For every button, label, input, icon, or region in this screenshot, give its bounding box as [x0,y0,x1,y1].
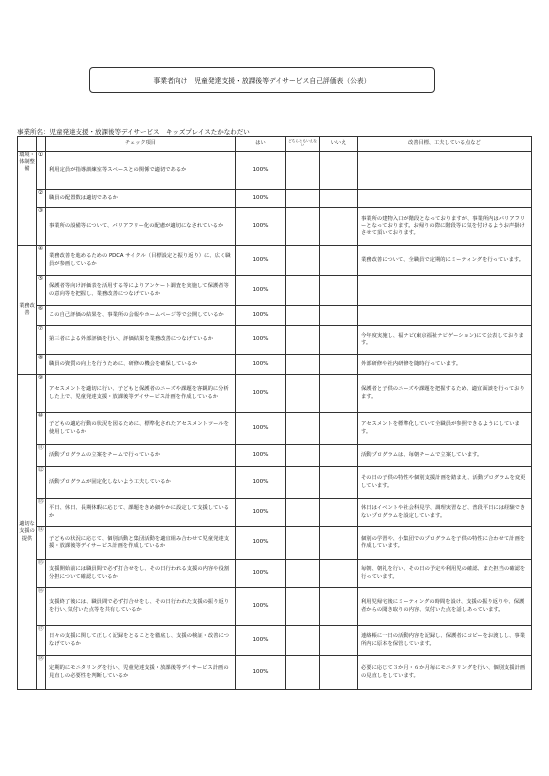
row-number: ② [37,190,46,208]
row-number: ⑨ [37,375,46,413]
improvement-note: 連絡帳に一日の活動内容を記録し、保護者にコピーをお渡しし、事業所内に原本を保管しています。 [358,626,532,656]
row-number: ⑯ [37,588,46,626]
no-cell [320,190,358,208]
check-item-text: 支援終了後には、職員間で必ず打合せをし、その日行われた支援の振り返りを行い､気付いた点等を共有しているか [46,588,236,626]
unsure-cell [286,276,320,306]
unsure-cell [286,445,320,467]
no-cell [320,208,358,246]
row-number: ⑫ [37,467,46,499]
check-item-text: 支援開始前には職員間で必ず打合せをし、その日行われる支援の内容や役割分担について確認しているか [46,560,236,588]
improvement-note: 外部研修や社内研修を随時行っています。 [358,355,532,375]
row-number: ⑪ [37,445,46,467]
document-title-box [89,67,435,93]
header-no: いいえ [320,137,358,152]
yes-percent: 100% [236,499,286,527]
no-cell [320,326,358,355]
check-item-text: 利用定員が指導訓練室等スペースとの関係で適切であるか [46,152,236,190]
improvement-note: 毎朝、朝礼を行い、その日の予定や利用児の確認、また担当の確認を行っています。 [358,560,532,588]
header-unsure: どちらともいえない [286,137,320,152]
category-cell: 環境・体制整備 [18,152,37,246]
row-number: ⑤ [37,276,46,306]
row-number: ⑰ [37,626,46,656]
row-number: ⑦ [37,326,46,355]
unsure-cell [286,326,320,355]
yes-percent: 100% [236,375,286,413]
table-row [18,276,532,306]
table-row [18,208,532,246]
unsure-cell [286,467,320,499]
yes-percent: 100% [236,656,286,690]
table-row [18,326,532,355]
table-row [18,413,532,445]
no-cell [320,527,358,560]
row-number: ⑭ [37,527,46,560]
improvement-note: 事業所の建物入口が階段となっておりますが、事業所内はバリアフリーとなっております。お帰りの際に階段等に気を付けるようお声掛けさせて頂いております。 [358,208,532,246]
improvement-note [358,276,532,306]
header-check-item: チェック項目 [46,137,236,152]
table-row [18,499,532,527]
check-item-text: 保護者等向け評価表を活用する等によりアンケート調査を実施して保護者等の意向等を把握し、業務改善につなげているか [46,276,236,306]
improvement-note [358,190,532,208]
check-item-text: 事業所の設備等について、バリアフリー化の配慮が適切になされているか [46,208,236,246]
check-item-text: 職員の配置数は適切であるか [46,190,236,208]
row-number: ⑩ [37,413,46,445]
yes-percent: 100% [236,467,286,499]
facility-name: 事業所名：児童発達支援・放課後等デイサービス キッズプレイスたかなわだい [17,128,250,136]
table-row [18,527,532,560]
row-number: ④ [37,246,46,276]
table-row [18,626,532,656]
unsure-cell [286,560,320,588]
check-item-text: 業務改善を進めるための PDCA サイクル（目標設定と振り返り）に、広く職員が参画しているか [46,246,236,276]
improvement-note: 今年度実施し、福ナビ(東京福祉ナビゲーション)にて公表しております。 [358,326,532,355]
no-cell [320,375,358,413]
improvement-note: 個別の学習や、小集団でのプログラムを子供の特性に合わせて計画を作成しています。 [358,527,532,560]
header-notes: 改善目標、工夫している点など [358,137,532,152]
self-evaluation-table [17,136,532,690]
check-item-text: 職員の資質の向上を行うために、研修の機会を確保しているか [46,355,236,375]
unsure-cell [286,190,320,208]
check-item-text: 子どもの適応行動の状況を図るために、標準化されたアセスメントツールを使用しているか [46,413,236,445]
improvement-note [358,306,532,326]
table-row [18,560,532,588]
no-cell [320,413,358,445]
no-cell [320,626,358,656]
header-category [18,137,37,152]
improvement-note: 休日はイベントや社会科見学、調理実習など、普段平日には経験できないプログラムを設定しています。 [358,499,532,527]
header-number [37,137,46,152]
check-item-text: アセスメントを適切に行い、子どもと保護者のニーズや課題を客観的に分析した上で、児童発達支援・放課後等デイサービス計画を作成しているか [46,375,236,413]
check-item-text: 日々の支援に関して正しく記録をとることを徹底し、支援の検証・改善につなげているか [46,626,236,656]
yes-percent: 100% [236,190,286,208]
table-row [18,375,532,413]
yes-percent: 100% [236,588,286,626]
no-cell [320,445,358,467]
yes-percent: 100% [236,208,286,246]
yes-percent: 100% [236,306,286,326]
table-row [18,246,532,276]
unsure-cell [286,355,320,375]
document-title: 事業者向け 児童発達支援・放課後等デイサービス自己評価表（公表） [153,77,371,85]
no-cell [320,152,358,190]
unsure-cell [286,588,320,626]
no-cell [320,355,358,375]
check-item-text: この自己評価の結果を、事業所の会報やホームページ等で公開しているか [46,306,236,326]
no-cell [320,560,358,588]
improvement-note: 活動プログラムは、毎朝チームで立案しています。 [358,445,532,467]
row-number: ① [37,152,46,190]
improvement-note: 保護者と子供のニーズや課題を把握するため、適宜面談を行っております。 [358,375,532,413]
yes-percent: 100% [236,560,286,588]
check-item-text: 定期的にモニタリングを行い、児童発達支援・放課後等デイサービス計画の見直しの必要性を判断しているか [46,656,236,690]
row-number: ③ [37,208,46,246]
category-cell: 適切な支援の提供 [18,375,37,690]
table-row [18,467,532,499]
no-cell [320,276,358,306]
unsure-cell [286,306,320,326]
no-cell [320,246,358,276]
unsure-cell [286,375,320,413]
header-yes: はい [236,137,286,152]
yes-percent: 100% [236,413,286,445]
category-cell: 業務改善 [18,246,37,375]
yes-percent: 100% [236,276,286,306]
table-row [18,306,532,326]
unsure-cell [286,499,320,527]
improvement-note: 業務改善について、全職員で定期的にミーティングを行っています。 [358,246,532,276]
row-number: ⑱ [37,656,46,690]
improvement-note: その日の子供の特性や個別支援計画を踏まえ、活動プログラムを変更しています。 [358,467,532,499]
improvement-note: 必要に応じて３か月・６か月毎にモニタリングを行い、個別支援計画の見直しをしています。 [358,656,532,690]
unsure-cell [286,527,320,560]
unsure-cell [286,208,320,246]
row-number: ⑬ [37,499,46,527]
no-cell [320,499,358,527]
improvement-note [358,152,532,190]
table-row [18,152,532,190]
table-row [18,445,532,467]
no-cell [320,306,358,326]
no-cell [320,588,358,626]
table-row [18,355,532,375]
no-cell [320,467,358,499]
row-number: ⑮ [37,560,46,588]
check-item-text: 子どもの状況に応じて、個別活動と集団活動を適宜組み合わせて児童発達支援・放課後等デイサービス計画を作成しているか [46,527,236,560]
no-cell [320,656,358,690]
check-item-text: 平日、休日、長期休暇に応じて、課題をきめ細やかに設定して支援しているか [46,499,236,527]
row-number: ⑥ [37,306,46,326]
improvement-note: アセスメントを標準化していて全職員が参照できるようにしています。 [358,413,532,445]
yes-percent: 100% [236,152,286,190]
yes-percent: 100% [236,445,286,467]
yes-percent: 100% [236,246,286,276]
row-number: ⑧ [37,355,46,375]
unsure-cell [286,626,320,656]
yes-percent: 100% [236,527,286,560]
improvement-note: 利用児帰宅後にミーティングの時間を設け、支援の振り返りや、保護者からの聞き取りの内容、気付いた点を話しあっています。 [358,588,532,626]
check-item-text: 活動プログラムが固定化しないよう工夫しているか [46,467,236,499]
unsure-cell [286,413,320,445]
table-row [18,588,532,626]
check-item-text: 第三者による外部評価を行い、評価結果を業務改善につなげているか [46,326,236,355]
table-row [18,190,532,208]
unsure-cell [286,246,320,276]
table-row [18,656,532,690]
yes-percent: 100% [236,355,286,375]
table-header-row [18,137,532,152]
check-item-text: 活動プログラムの立案をチームで行っているか [46,445,236,467]
yes-percent: 100% [236,626,286,656]
unsure-cell [286,152,320,190]
yes-percent: 100% [236,326,286,355]
unsure-cell [286,656,320,690]
